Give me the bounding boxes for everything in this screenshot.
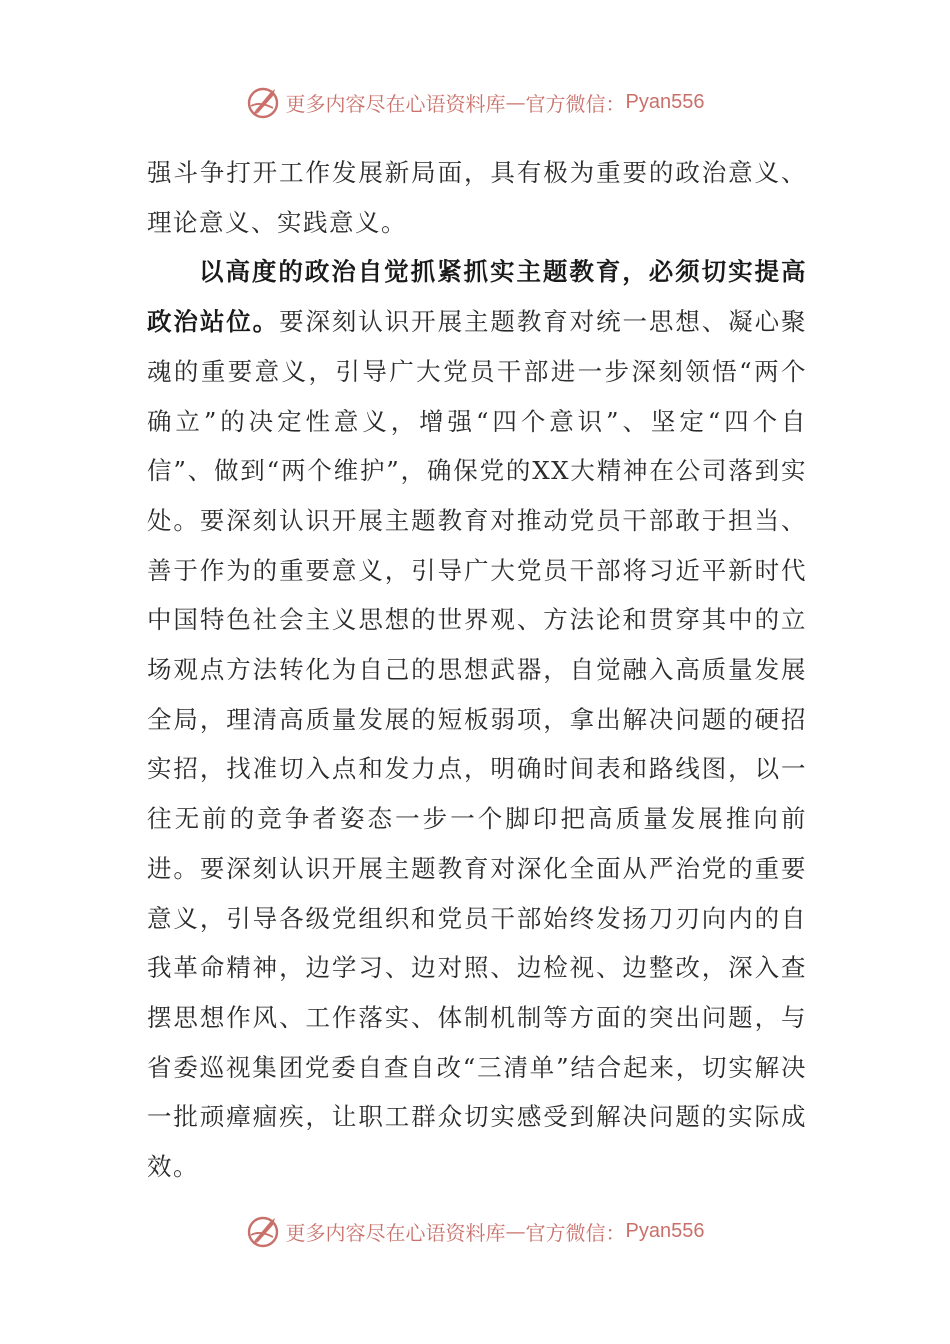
pen-logo-icon	[246, 1213, 282, 1249]
paragraph-2-lead: 以高度的政治自觉抓紧抓实主题教育，必须切实提高政治站位。	[147, 257, 807, 337]
banner-wechat-label: 官方微信：	[525, 91, 626, 116]
banner-text: 更多内容尽在心语资料库	[285, 91, 506, 116]
paragraph-1: 强斗争打开工作发展新局面，具有极为重要的政治意义、理论意义、实践意义。	[147, 158, 807, 237]
banner-wechat-label: 官方微信：	[525, 1220, 626, 1245]
banner-text: 更多内容尽在心语资料库	[285, 1220, 506, 1245]
paragraph-2	[147, 247, 807, 1191]
body-text	[147, 148, 807, 1192]
banner-separator: —	[505, 90, 526, 114]
banner-separator: —	[505, 1219, 526, 1243]
banner-handle: Pyan556	[625, 90, 705, 113]
banner-handle: Pyan556	[625, 1219, 705, 1242]
footer-banner	[0, 1211, 950, 1251]
paragraph-2-body: 要深刻认识开展主题教育对统一思想、凝心聚魂的重要意义，引导广大党员干部进一步深刻领悟“两个确立”的决定性意义，增强“四个意识”、坚定“四个自信”、做到“两个维护”，确保党的XX大精神在公司落到实处。要深刻认识开展主题教育对推动党员干部敢于担当、善于作为的重要意义，引导广大党员干部将习近平新时代中国特色社会主义思想的世界观、方法论和贯穿其中的立场观点方法转化为自己的思想武器，自觉融入高质量发展全局，理清高质量发展的短板弱项，拿出解决问题的硬招实招，找准切入点和发力点，明确时间表和路线图，以一往无前的竞争者姿态一步一个脚印把高质量发展推向前进。要深刻认识开展主题教育对深化全面从严治党的重要意义，引导各级党组织和党员干部始终发扬刀刃向内的自我革命精神，边学习、边对照、边检视、边整改，深入查摆思想作风、工作落实、体制机制等方面的突出问题，与省委巡视集团党委自查自改“三清单”结合起来，切实解决一批顽瘴痼疾，让职工群众切实感受到解决问题的实际成效。	[147, 307, 808, 1182]
header-banner	[0, 82, 950, 122]
pen-logo-icon	[246, 84, 282, 120]
